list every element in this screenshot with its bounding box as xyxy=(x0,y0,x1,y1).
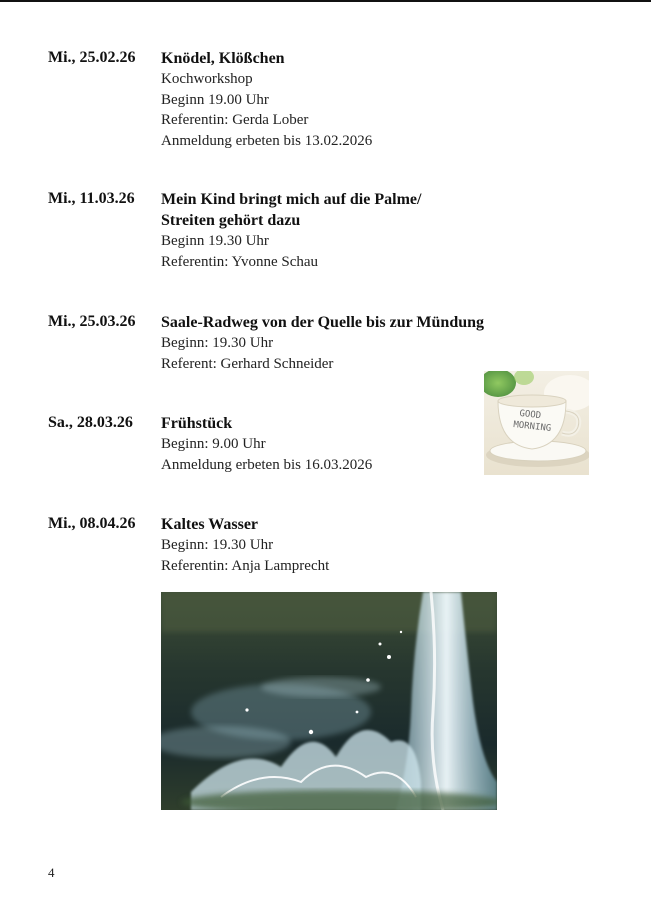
event-title: Kaltes Wasser xyxy=(161,516,259,533)
event-info-line: Referentin: Anja Lamprecht xyxy=(161,557,330,574)
event-details xyxy=(161,189,541,272)
page-number: 4 xyxy=(48,865,55,880)
event-date: Sa., 28.03.26 xyxy=(48,414,133,431)
cup-text-morning: MORNING xyxy=(512,420,552,434)
event-info-line: Beginn 19.00 Uhr xyxy=(161,91,269,108)
event-info-line: Beginn 19.30 Uhr xyxy=(161,233,269,249)
event-date: Mi., 08.04.26 xyxy=(48,515,136,532)
event-details xyxy=(161,514,541,576)
event-date: Mi., 11.03.26 xyxy=(48,190,135,207)
event-title: Frühstück xyxy=(161,415,233,432)
water-splash-photo xyxy=(161,592,497,810)
event-title: Mein Kind bringt mich auf die Palme/ xyxy=(161,191,422,208)
event-title: Knödel, Klößchen xyxy=(161,50,285,67)
event-details xyxy=(161,312,541,374)
event-title: Saale-Radweg von der Quelle bis zur Mündung xyxy=(161,314,485,331)
coffee-cup-photo xyxy=(484,371,589,475)
event-date: Mi., 25.02.26 xyxy=(48,49,136,66)
event-info-line: Referentin: Gerda Lober xyxy=(161,112,309,128)
event-info-line: Anmeldung erbeten bis 13.02.2026 xyxy=(161,132,373,149)
event-info-line: Referent: Gerhard Schneider xyxy=(161,355,334,372)
event-info-line: Beginn: 9.00 Uhr xyxy=(161,436,266,452)
top-rule xyxy=(0,0,651,2)
event-info-line: Kochworkshop xyxy=(161,71,253,87)
event-title: Streiten gehört dazu xyxy=(161,212,301,229)
cup-text-good: GOOD xyxy=(518,408,542,422)
event-info-line: Referentin: Yvonne Schau xyxy=(161,253,319,270)
event-info-line: Beginn: 19.30 Uhr xyxy=(161,335,274,351)
event-info-line: Anmeldung erbeten bis 16.03.2026 xyxy=(161,456,373,473)
event-date: Mi., 25.03.26 xyxy=(48,313,136,330)
event-details xyxy=(161,48,541,151)
event-info-line: Beginn: 19.30 Uhr xyxy=(161,537,274,553)
